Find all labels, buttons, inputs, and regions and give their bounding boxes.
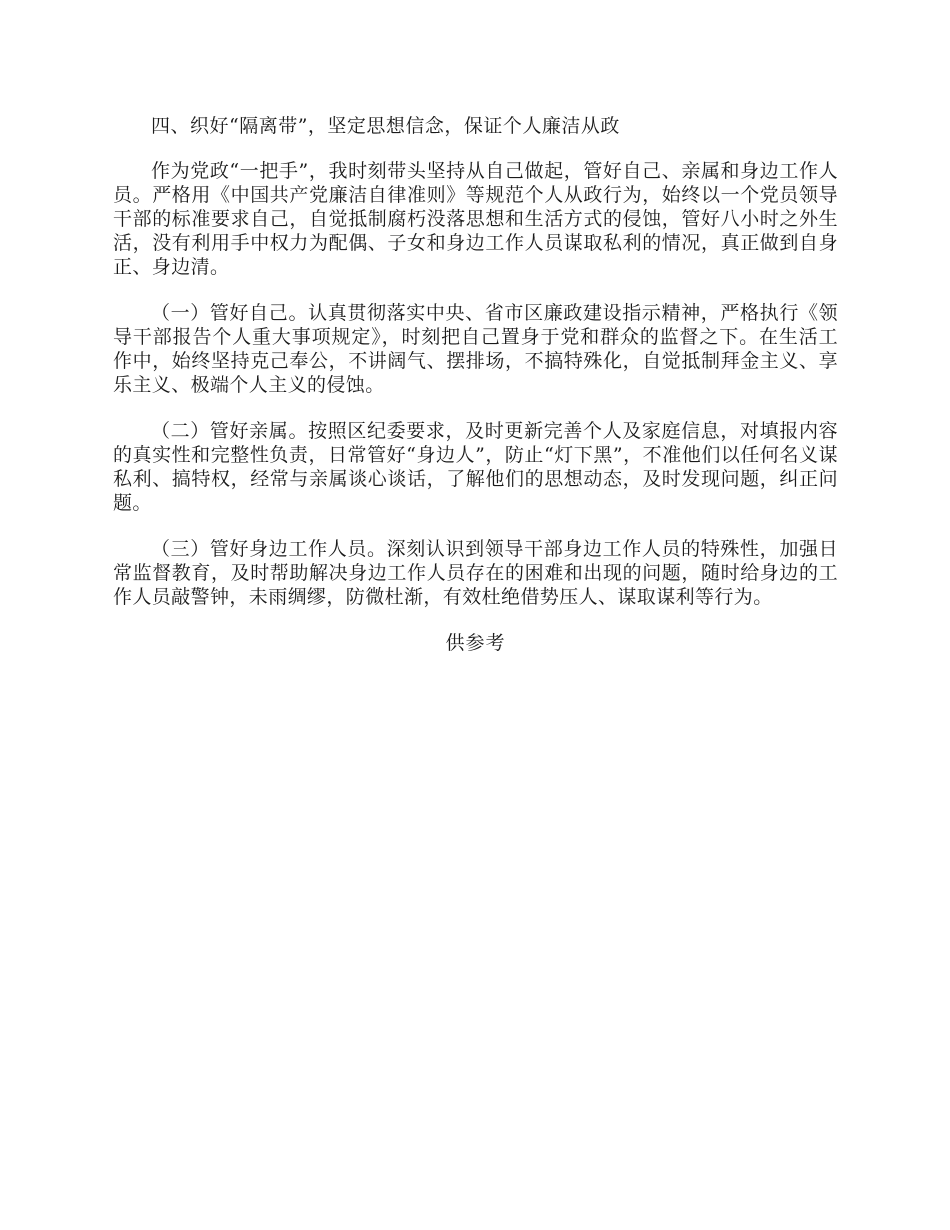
paragraph-self: （一）管好自己。认真贯彻落实中央、省市区廉政建设指示精神，严格执行《领导干部报告个人重大事项规定》，时刻把自己置身于党和群众的监督之下。在生活工作中，始终坚持克己奉公，不讲阔气、摆排场，不搞特殊化，自觉抵制拜金主义、享乐主义、极端个人主义的侵蚀。	[113, 302, 838, 396]
paragraph-staff: （三）管好身边工作人员。深刻认识到领导干部身边工作人员的特殊性，加强日常监督教育，及时帮助解决身边工作人员存在的困难和出现的问题，随时给身边的工作人员敲警钟，未雨绸缪，防微杜渐，有效杜绝借势压人、谋取谋利等行为。	[113, 538, 838, 608]
section-heading: 四、织好“隔离带”，坚定思想信念，保证个人廉洁从政	[151, 115, 620, 137]
paragraph-relatives: （二）管好亲属。按照区纪委要求，及时更新完善个人及家庭信息，对填报内容的真实性和完整性负责，日常管好“身边人”，防止“灯下黑”，不准他们以任何名义谋私利、搞特权，经常与亲属谈心谈话，了解他们的思想动态，及时发现问题，纠正问题。	[113, 420, 838, 514]
paragraph-intro: 作为党政“一把手”，我时刻带头坚持从自己做起，管好自己、亲属和身边工作人员。严格用《中国共产党廉洁自律准则》等规范个人从政行为，始终以一个党员领导干部的标准要求自己，自觉抵制腐朽没落思想和生活方式的侵蚀，管好八小时之外生活，没有利用手中权力为配偶、子女和身边工作人员谋取私利的情况，真正做到自身正、身边清。	[113, 160, 838, 278]
document-page	[113, 110, 838, 674]
closing-note: 供参考	[445, 632, 506, 654]
